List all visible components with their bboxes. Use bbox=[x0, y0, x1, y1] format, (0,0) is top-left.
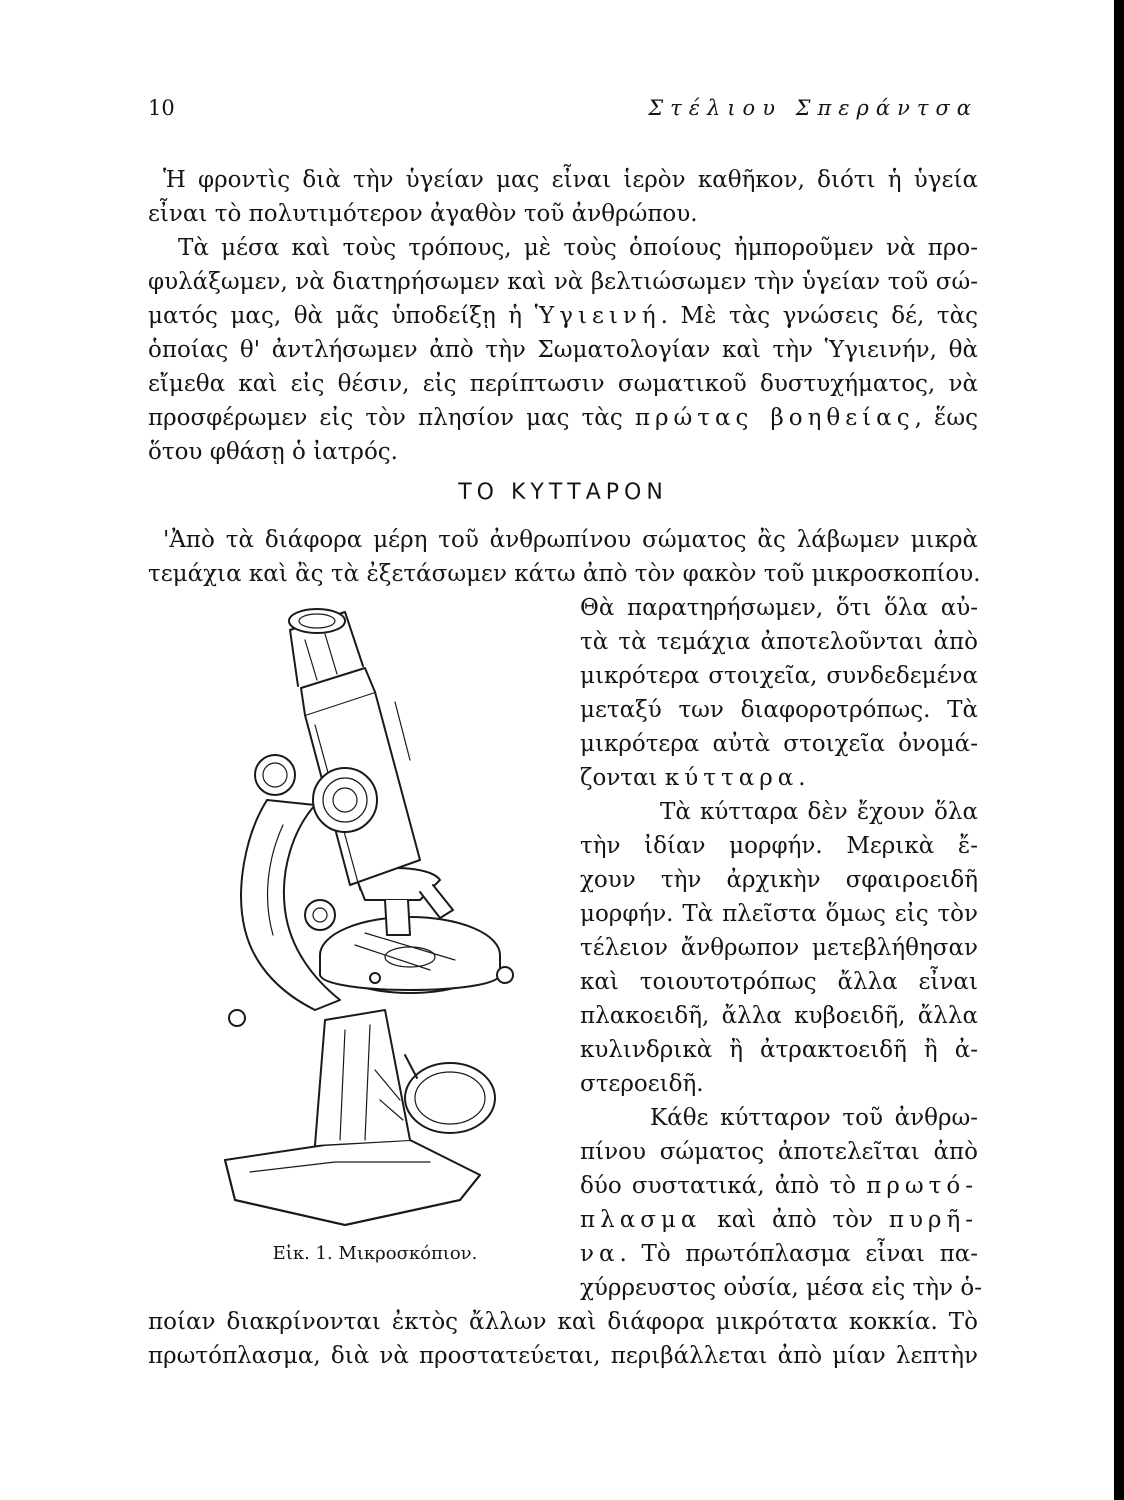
column-line: μικρότερα αὐτὰ στοιχεῖα ὀνομά- bbox=[580, 731, 978, 757]
column-line: μικρότερα στοιχεῖα, συνδεδεμένα bbox=[580, 663, 978, 689]
column-line: Τὰ κύτταρα δὲν ἔχουν ὅλα bbox=[660, 799, 978, 825]
section-title: ΤΟ ΚΥΤΤΑΡΟΝ bbox=[458, 480, 668, 505]
column-line: τέλειον ἄνθρωπον μετεβλήθησαν bbox=[580, 935, 978, 961]
text-line: ὅτου φθάσῃ ὁ ἰατρός. bbox=[148, 439, 398, 465]
column-line: Κάθε κύτταρον τοῦ ἀνθρω- bbox=[650, 1105, 978, 1131]
figure-caption: Εἰκ. 1. Μικροσκόπιον. bbox=[272, 1243, 478, 1264]
emphasis-term: να bbox=[580, 1241, 620, 1267]
column-line: τὰ τὰ τεμάχια ἀποτελοῦνται ἀπὸ bbox=[580, 629, 978, 655]
emphasis-term: κύτταρα bbox=[664, 765, 799, 791]
text-line: Τὰ μέσα καὶ τοὺς τρόπους, μὲ τοὺς ὁποίους ἠμποροῦμεν νὰ προ- bbox=[178, 235, 978, 261]
microscope-figure bbox=[205, 600, 535, 1230]
text-line: 'Ἀπὸ τὰ διάφορα μέρη τοῦ ἀνθρωπίνου σώματος ἂς λάβωμεν μικρὰ bbox=[163, 527, 978, 553]
column-line bbox=[580, 1169, 978, 1203]
emphasis-term: πλασμα bbox=[580, 1207, 702, 1233]
column-line: πίνου σώματος ἀποτελεῖται ἀπὸ bbox=[580, 1139, 978, 1165]
scan-edge bbox=[1114, 0, 1124, 1500]
text-span: προσφέρωμεν εἰς τὸν πλησίον μας τὰς bbox=[148, 405, 623, 431]
text-line: πρωτόπλασμα, διὰ νὰ προστατεύεται, περιβάλλεται ἀπὸ μίαν λεπτὴν bbox=[148, 1343, 978, 1369]
column-line: καὶ τοιουτοτρόπως ἄλλα εἶναι bbox=[580, 969, 978, 995]
column-line: μεταξύ των διαφοροτρόπως. Τὰ bbox=[580, 697, 978, 723]
emphasis-term: πυρῆ- bbox=[888, 1207, 978, 1233]
emphasis-term: πρωτό- bbox=[866, 1173, 979, 1199]
text-line bbox=[148, 401, 978, 435]
column-line: πλακοειδῆ, ἄλλα κυβοειδῆ, ἄλλα bbox=[580, 1003, 978, 1029]
column-line: στεροειδῆ. bbox=[580, 1071, 704, 1097]
text-line: ποίαν διακρίνονται ἐκτὸς ἄλλων καὶ διάφορα μικρότατα κοκκία. Τὸ bbox=[148, 1309, 978, 1335]
text-span: καὶ ἀπὸ τὸν bbox=[717, 1207, 873, 1233]
text-line bbox=[148, 299, 978, 333]
column-line bbox=[580, 1203, 978, 1237]
text-span: , ἕως bbox=[914, 405, 978, 431]
column-line: χύρρευστος οὐσία, μέσα εἰς τὴν ὁ- bbox=[580, 1275, 982, 1301]
text-span: . Μὲ τὰς γνώσεις δέ, τὰς bbox=[660, 303, 978, 329]
running-title: Στέλιου Σπεράντσα bbox=[648, 96, 978, 120]
column-line: κυλινδρικὰ ἢ ἀτρακτοειδῆ ἢ ἀ- bbox=[580, 1037, 978, 1063]
text-line: φυλάξωμεν, νὰ διατηρήσωμεν καὶ νὰ βελτιώσωμεν τὴν ὑγείαν τοῦ σώ- bbox=[148, 269, 978, 295]
text-span: . Τὸ πρωτόπλασμα εἶναι πα- bbox=[619, 1241, 978, 1267]
emphasis-term: Ὑγιεινή bbox=[534, 303, 661, 329]
text-line: ὁποίας θ' ἀντλήσωμεν ἀπὸ τὴν Σωματολογίαν καὶ τὴν Ὑγιεινήν, θὰ bbox=[148, 337, 978, 363]
column-line bbox=[580, 1237, 978, 1271]
column-line: τὴν ἰδίαν μορφήν. Μερικὰ ἔ- bbox=[580, 833, 978, 859]
text-span: ζονται bbox=[580, 765, 658, 791]
text-span: δύο συστατικά, ἀπὸ τὸ bbox=[580, 1173, 857, 1199]
text-line: τεμάχια καὶ ἂς τὰ ἐξετάσωμεν κάτω ἀπὸ τὸν φακὸν τοῦ μικροσκοπίου. bbox=[148, 561, 981, 587]
column-line: μορφήν. Τὰ πλεῖστα ὅμως εἰς τὸν bbox=[580, 901, 978, 927]
column-line: χουν τὴν ἀρχικὴν σφαιροειδῆ bbox=[580, 867, 978, 893]
column-line bbox=[580, 761, 978, 795]
microscope-illustration bbox=[205, 600, 535, 1230]
emphasis-term: πρώτας βοηθείας bbox=[634, 405, 915, 431]
page-header bbox=[148, 96, 978, 126]
text-line: εἶναι τὸ πολυτιμότερον ἀγαθὸν τοῦ ἀνθρώπου. bbox=[148, 201, 698, 227]
column-line: Θὰ παρατηρήσωμεν, ὅτι ὅλα αὐ- bbox=[580, 595, 978, 621]
page-number: 10 bbox=[148, 96, 175, 120]
text-line: εἴμεθα καὶ εἰς θέσιν, εἰς περίπτωσιν σωματικοῦ δυστυχήματος, νὰ bbox=[148, 371, 978, 397]
text-line: Ἡ φροντὶς διὰ τὴν ὑγείαν μας εἶναι ἱερὸν καθῆκον, διότι ἡ ὑγεία bbox=[163, 167, 978, 193]
text-span: . bbox=[798, 765, 806, 791]
text-span: ματός μας, θὰ μᾶς ὑποδείξῃ ἡ bbox=[148, 303, 523, 329]
